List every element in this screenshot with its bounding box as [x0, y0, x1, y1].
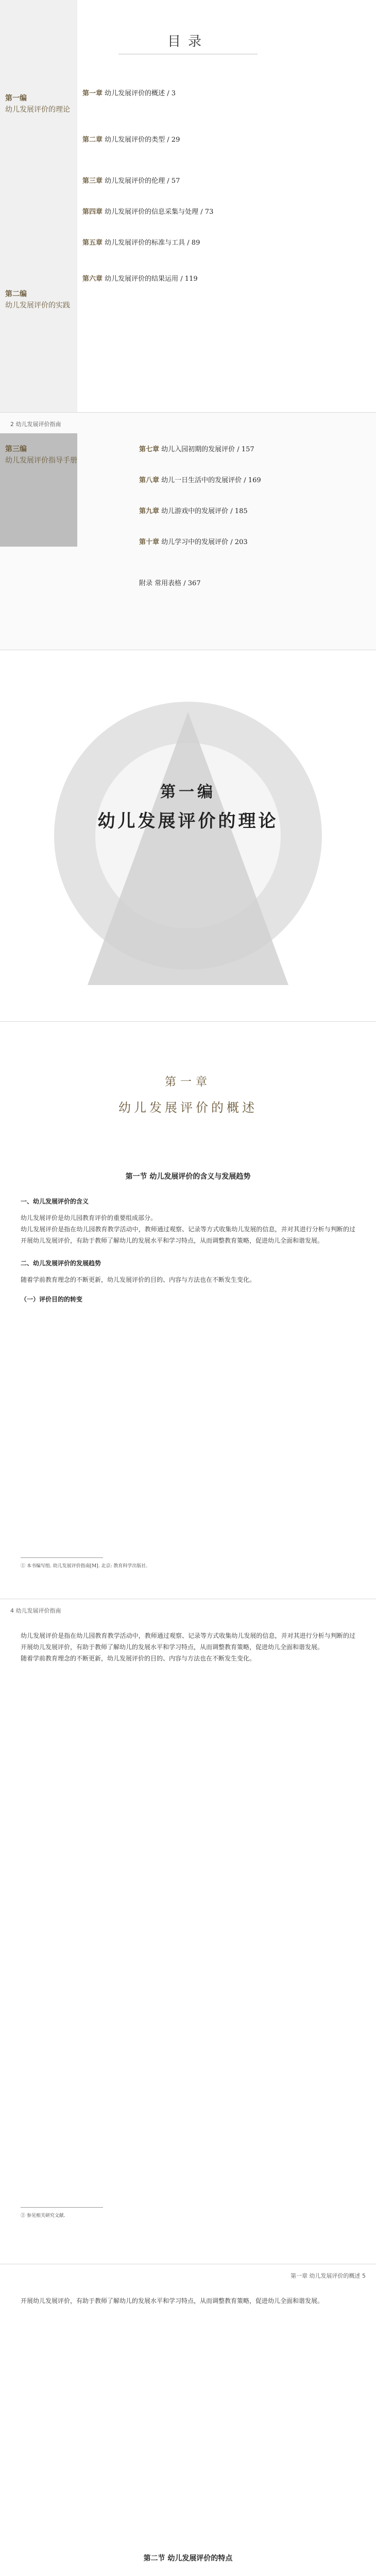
toc-part-2 [5, 289, 70, 311]
toc-chapter-9[interactable] [139, 505, 248, 515]
section-1-title: 第一节 幼儿发展评价的含义与发展趋势 [125, 1173, 251, 1181]
toc-chapter-6-label: 第六章 [82, 275, 103, 283]
toc-part-3-title: 幼儿发展评价指导手册 [5, 456, 77, 465]
text-line: 开展幼儿发展评价，有助于教师了解幼儿的发展水平和学习特点，从而调整教育策略，促进幼儿全面和谐发展。 [21, 1643, 324, 1651]
toc-chapter-4-label: 第四章 [82, 208, 103, 216]
chapter-title: 幼儿发展评价的概述 [118, 1100, 258, 1115]
toc-appendix[interactable]: 附录 常用表格 / 367 [139, 580, 201, 587]
toc-chapter-4-title: 幼儿发展评价的信息采集与处理 / 73 [105, 208, 214, 216]
toc-divider [118, 54, 258, 55]
toc-chapter-1-label: 第一章 [82, 90, 103, 97]
chapter-number: 第一章 [164, 1076, 211, 1089]
text-line: 幼儿发展评价是幼儿园教育评价的重要组成部分。 [21, 1214, 157, 1222]
toc-chapter-10[interactable] [139, 536, 248, 546]
toc-chapter-7-label: 第七章 [139, 446, 160, 453]
body-paragraph [21, 1274, 355, 1285]
toc-chapter-6-title: 幼儿发展评价的结果运用 / 119 [105, 275, 198, 283]
toc-part-2-num: 第二编 [5, 290, 27, 298]
footnote-rule [21, 1557, 103, 1558]
toc-page-2 [0, 413, 376, 650]
toc-chapter-5-title: 幼儿发展评价的标准与工具 / 89 [105, 239, 200, 247]
body-page [0, 1599, 376, 2264]
part-heading [0, 779, 376, 832]
toc-chapter-8-title: 幼儿一日生活中的发展评价 / 169 [161, 477, 261, 484]
toc-chapter-10-label: 第十章 [139, 538, 160, 546]
toc-chapter-8-label: 第八章 [139, 477, 160, 484]
toc-chapter-2-label: 第二章 [82, 136, 103, 144]
toc-chapter-2-title: 幼儿发展评价的类型 / 29 [105, 136, 180, 144]
running-head: 2 幼儿发展评价指南 [10, 421, 61, 428]
text-line: 幼儿发展评价是指在幼儿园教育教学活动中，教师通过观察、记录等方式收集幼儿发展的信息，并对其进行分析与判断的过 [21, 1226, 355, 1233]
toc-part-2-title: 幼儿发展评价的实践 [5, 301, 70, 310]
toc-chapter-7-title: 幼儿入园初期的发展评价 / 157 [161, 446, 254, 453]
toc-chapter-6[interactable] [82, 273, 198, 283]
toc-chapter-3[interactable] [82, 175, 180, 185]
toc-chapter-5-label: 第五章 [82, 239, 103, 247]
toc-chapter-8[interactable] [139, 474, 261, 484]
body-paragraph [21, 1630, 355, 1664]
toc-chapter-2[interactable] [82, 134, 180, 144]
toc-part-1-num: 第一编 [5, 94, 27, 103]
toc-chapter-3-label: 第三章 [82, 177, 103, 185]
text-line: 开展幼儿发展评价，有助于教师了解幼儿的发展水平和学习特点，从而调整教育策略，促进幼儿全面和谐发展。 [21, 2297, 324, 2304]
part-title-page [0, 650, 376, 1021]
toc-chapter-7[interactable] [139, 444, 254, 453]
toc-part-1-title: 幼儿发展评价的理论 [5, 106, 70, 114]
toc-chapter-9-label: 第九章 [139, 507, 160, 515]
toc-chapter-4[interactable] [82, 206, 213, 216]
toc-chapter-3-title: 幼儿发展评价的伦理 / 57 [105, 177, 180, 185]
body-page [0, 2264, 376, 2576]
running-head: 4 幼儿发展评价指南 [10, 1607, 61, 1614]
subhead-3: （一）评价目的的转变 [21, 1296, 83, 1303]
toc-chapter-5[interactable] [82, 237, 200, 247]
footnote: ① 本书编写组. 幼儿发展评价指南[M]. 北京: 教育科学出版社. [21, 1564, 148, 1569]
text-line: 开展幼儿发展评价，有助于教师了解幼儿的发展水平和学习特点，从而调整教育策略，促进幼儿全面和谐发展。 [21, 1237, 324, 1244]
toc-chapter-1[interactable] [82, 88, 176, 97]
footnote: ② 参见相关研究文献. [21, 2213, 65, 2218]
toc-chapter-1-title: 幼儿发展评价的概述 / 3 [105, 90, 176, 97]
body-paragraph [21, 1212, 355, 1246]
subhead-1: 一、幼儿发展评价的含义 [21, 1198, 89, 1205]
body-paragraph [21, 2295, 355, 2307]
text-line: 随着学前教育理念的不断更新，幼儿发展评价的目的、内容与方法也在不断发生变化。 [21, 1655, 256, 1662]
section-2-title: 第二节 幼儿发展评价的特点 [143, 2554, 233, 2563]
toc-part-3 [5, 444, 77, 466]
toc-part-3-num: 第三编 [5, 445, 27, 453]
toc-page [0, 0, 376, 412]
toc-chapter-9-title: 幼儿游戏中的发展评价 / 185 [161, 507, 248, 515]
part-number: 第一编 [160, 783, 216, 801]
subhead-2: 二、幼儿发展评价的发展趋势 [21, 1260, 101, 1267]
chapter-heading [0, 1073, 376, 1115]
toc-title: 目录 [167, 34, 209, 49]
toc-chapter-10-title: 幼儿学习中的发展评价 / 203 [161, 538, 248, 546]
toc-sidebar [0, 0, 77, 412]
footnote-rule [21, 2207, 103, 2208]
part-decoration [0, 650, 376, 1021]
running-head: 第一章 幼儿发展评价的概述 5 [290, 2273, 366, 2279]
toc-part-1 [5, 93, 70, 115]
text-line: 随着学前教育理念的不断更新，幼儿发展评价的目的、内容与方法也在不断发生变化。 [21, 1276, 256, 1283]
chapter-opening-page [0, 1022, 376, 1599]
text-line: 幼儿发展评价是指在幼儿园教育教学活动中，教师通过观察、记录等方式收集幼儿发展的信息，并对其进行分析与判断的过 [21, 1632, 355, 1639]
part-title: 幼儿发展评价的理论 [97, 811, 279, 832]
